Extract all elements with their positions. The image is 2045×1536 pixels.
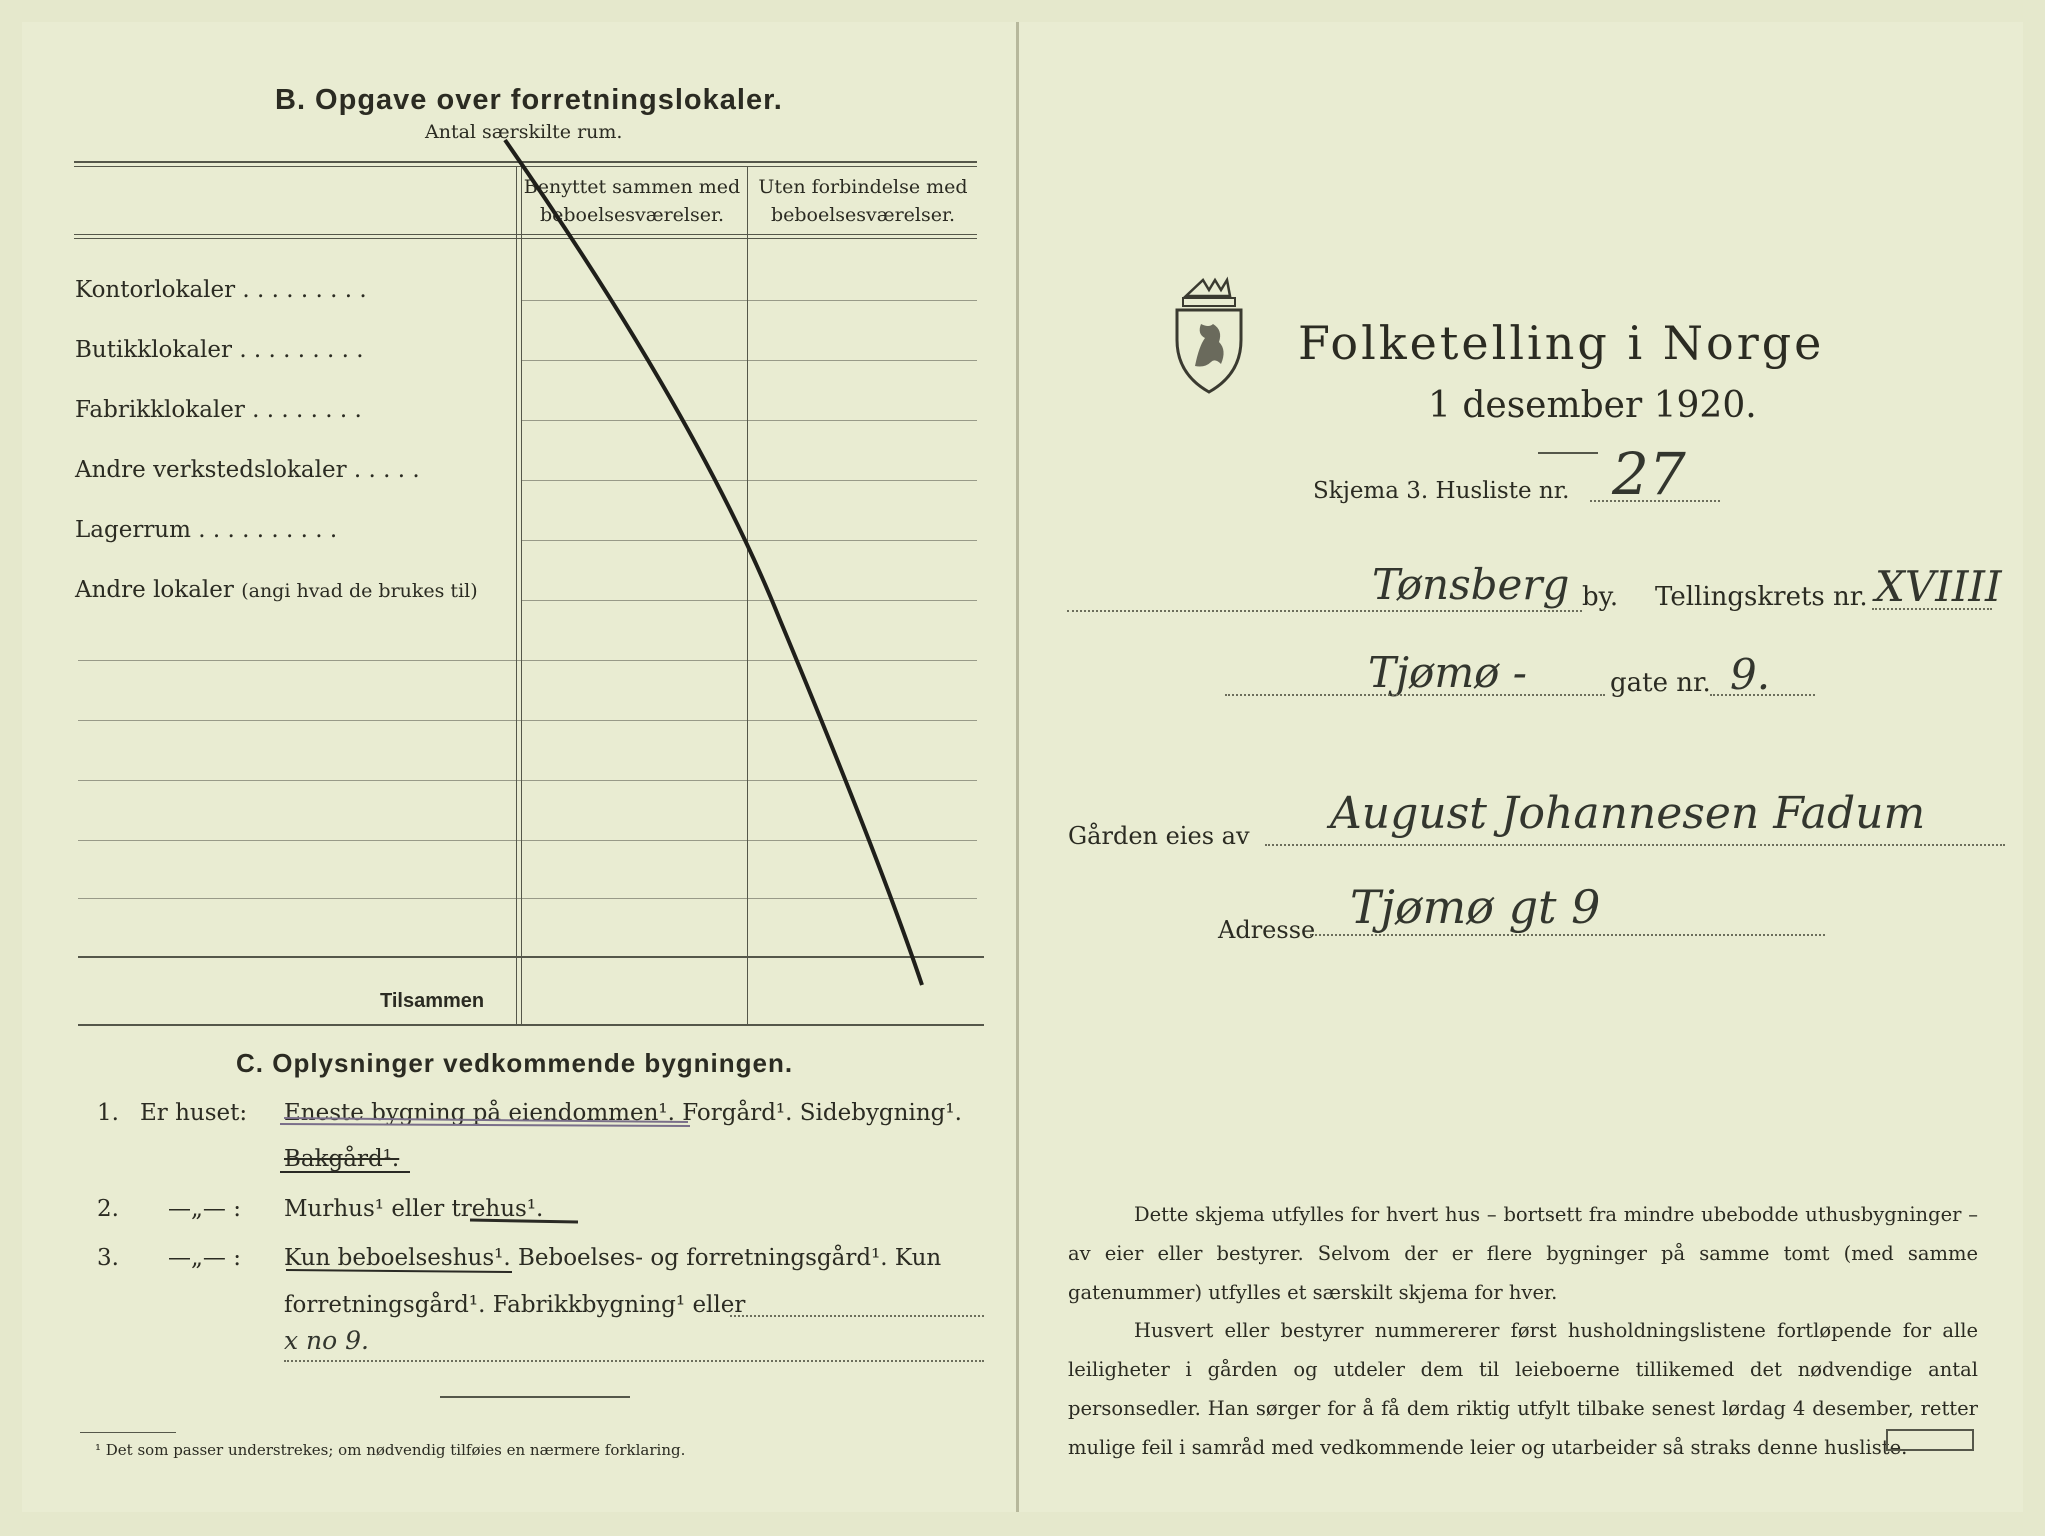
gate-nr-value: 9.: [1730, 650, 1771, 699]
by-fill-line: [1067, 610, 1582, 612]
item-3-cont: forretningsgård¹. Fabrikkbygning¹ eller: [284, 1292, 746, 1318]
col2-header-line2: beboelsesværelser.: [770, 204, 956, 226]
item-3-handwritten-note: x no 9.: [284, 1326, 369, 1355]
printer-stamp: [1886, 1429, 1974, 1451]
row-label-lagerrum: Lagerrum . . . . . . . . . .: [75, 517, 338, 543]
andre-lokaler-note: (angi hvad de brukes til): [241, 580, 478, 602]
underline-trehus: [470, 1220, 578, 1222]
item-1-prefix: Er huset:: [140, 1100, 248, 1126]
owner-value: August Johannesen Fadum: [1330, 788, 1926, 839]
item-2-number: 2.: [97, 1196, 119, 1222]
gate-fill-line: [1225, 694, 1605, 696]
row-label-butikklokaler: Butikklokaler . . . . . . . . .: [75, 337, 364, 363]
underline-kun-beboelseshus: [286, 1270, 512, 1272]
address-fill-line: [1310, 934, 1825, 936]
husliste-nr-value: 27: [1612, 440, 1686, 508]
item-2-text: Murhus¹ eller trehus¹.: [284, 1196, 544, 1222]
husliste-dash: [1538, 452, 1598, 454]
krets-label: Tellingskrets nr.: [1655, 582, 1868, 612]
row-label-andre-verkstedslokaler: Andre verkstedslokaler . . . . .: [75, 457, 420, 483]
row-label-kontorlokaler: Kontorlokaler . . . . . . . . .: [75, 277, 367, 303]
instruction-paragraph-1: Dette skjema utfylles for hvert hus – bortsett fra mindre ubebodde uthusbygninger – av eier eller bestyrer. Selvom der er flere bygninger på samme tomt (med samme gatenummer) utfylles et særskilt skjema for hver.: [1068, 1203, 1978, 1304]
col1-header-line1: Benyttet sammen med: [523, 176, 741, 198]
item-1-cont: Bakgård¹.: [284, 1146, 400, 1172]
item-3-prefix: —„— :: [168, 1245, 241, 1271]
gate-label: gate nr.: [1610, 668, 1711, 698]
instruction-paragraph-2: Husvert eller bestyrer nummererer først husholdningslistene fortløpende for alle leiligheter i gården og utdeler dem til leieboerne tillikemed det nødvendige antal personsedler. Han sørger for å få dem riktig utfylt tilbake senest lørdag 4 desember, retter mulige feil i samråd med vedkommende leier og utarbeider så straks denne husliste.: [1068, 1319, 1978, 1459]
col2-header-line1: Uten forbindelse med: [758, 176, 968, 198]
col1-header-line2: beboelsesværelser.: [539, 204, 725, 226]
census-date: 1 desember 1920.: [1428, 385, 1757, 426]
owner-label: Gården eies av: [1068, 822, 1250, 850]
item-3-text: Kun beboelseshus¹. Beboelses- og forretningsgård¹. Kun: [284, 1245, 942, 1271]
krets-value: XVIIII: [1875, 562, 2002, 611]
section-b-subtitle: Antal særskilte rum.: [425, 121, 623, 143]
item-1-text: Eneste bygning på eiendommen¹. Forgård¹. Sidebygning¹.: [284, 1100, 962, 1126]
by-value: Tønsberg: [1372, 560, 1570, 609]
gate-value: Tjømø -: [1368, 648, 1527, 697]
owner-fill-line: [1265, 844, 2005, 846]
footnote: ¹ Det som passer understrekes; om nødvendig tilføies en nærmere forklaring.: [95, 1441, 686, 1459]
cross-out-stroke: [505, 140, 922, 985]
skjema-label: Skjema 3. Husliste nr.: [1313, 478, 1570, 504]
by-label: by.: [1582, 582, 1619, 612]
item-2-prefix: —„— :: [168, 1196, 241, 1222]
underline-eneste: [280, 1118, 690, 1126]
total-label: Tilsammen: [380, 990, 485, 1012]
coat-of-arms-icon: [1177, 280, 1241, 392]
address-label: Adresse: [1218, 916, 1316, 944]
address-value: Tjømø gt 9: [1350, 880, 1601, 934]
section-c-title: C. Oplysninger vedkommende bygningen.: [236, 1048, 794, 1078]
row-label-fabrikklokaler: Fabrikklokaler . . . . . . . .: [75, 397, 362, 423]
item-1-number: 1.: [97, 1100, 119, 1126]
form-title: Folketelling i Norge: [1298, 316, 1825, 370]
item-3-number: 3.: [97, 1245, 119, 1271]
section-b-title: B. Opgave over forretningslokaler.: [275, 84, 783, 116]
andre-lokaler-text: Andre lokaler: [75, 577, 234, 603]
